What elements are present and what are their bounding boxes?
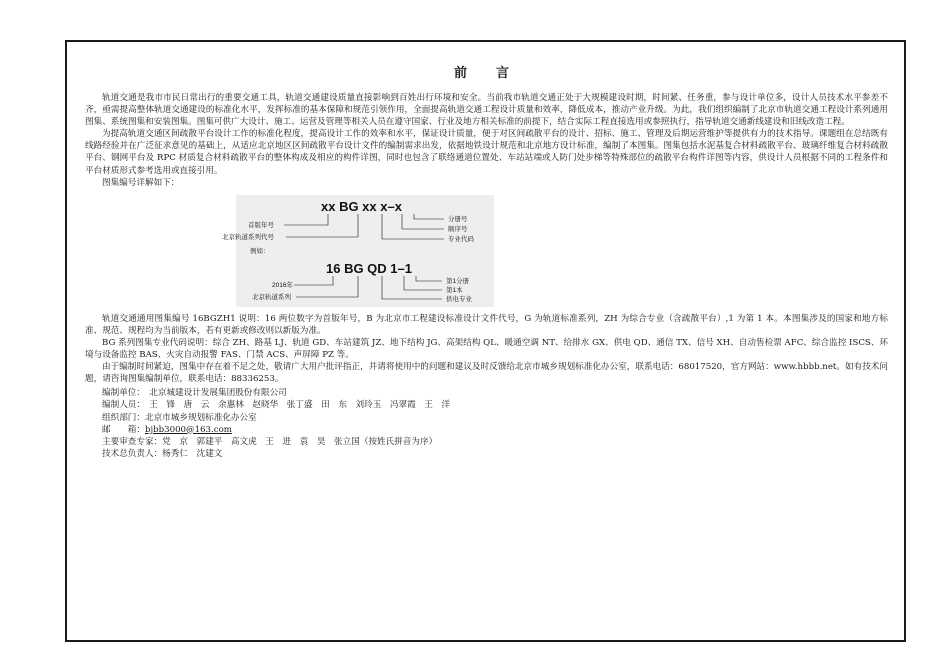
info-unit: 编制单位： 北京城建设计发展集团股份有限公司 (102, 388, 287, 399)
example-volume: 第1分册 (446, 277, 470, 285)
info-list (85, 387, 888, 460)
info-chief: 技术总负责人：杨秀仁 沈建文 (102, 448, 223, 459)
paragraph-4: 轨道交通通用图集编号 16BGZH1 说明：16 两位数字为首版年号，B 为北京市工程建设标准设计文件代号，G 为轨道标准系列，ZH 为综合专业（含疏散平台）,1 为第 1 本。本图集涉及的国家和地方标准、规范、规程均为当前版本，若有更新或修改则以新版为准。 (85, 313, 888, 336)
label-series: 北京轨道系列代号 (222, 233, 274, 241)
paragraph-1: 轨道交通是我市市民日常出行的重要交通工具，轨道交通建设质量直接影响到百姓出行环境和安全。当前我市轨道交通正处于大规模建设时期，时间紧、任务重，参与设计单位多，设计人员技术水平参差不齐，亟需提高整体轨道交通建设的标准化水平，发挥标准的基本保障和规范引领作用，全面提高轨道交通工程设计质量和效率，降低成本，推动产业升级。为此，我们组织编制了北京市轨道交通工程设计系列通用图集、系统图集和安装图集。图集可供广大设计、施工、运营及管理等相关人员在遵守国家、行业及地方相关标准的前提下，结合实际工程直接选用或参照执行，指导轨道交通新线建设和旧线改造工程。 (85, 93, 888, 128)
paragraph-6: 由于编制时间紧迫，图集中存在着不足之处，敬请广大用户批评指正，并请将使用中的问题和建议及时反馈给北京市城乡规划标准化办公室，联系电话：68017520，官方网站：www.hbbb.net。如有技术问题，请咨询图集编制单位，联系电话：88336253。 (85, 362, 888, 385)
label-order: 顺序号 (448, 225, 468, 233)
code-template: xx BG xx x–x (321, 198, 402, 214)
email-label: 邮 箱： (102, 424, 145, 435)
label-volume: 分册号 (448, 215, 468, 223)
example-order: 第1本 (446, 286, 463, 294)
paragraph-2: 为提高轨道交通区间疏散平台设计工作的标准化程度，提高设计工作的效率和水平，保证设计质量，便于对区间疏散平台的设计、招标、施工、管理及后期运营维护等提供有力的技术指导。课题组在总结既有线路经验并在广泛征求意见的基础上，从适应北京地区区间疏散平台设计文件的编制需求出发，依据地铁设计规范和北京地方设计标准，编制了本图集。图集包括水泥基复合材料疏散平台、玻璃纤维复合材料疏散平台、钢网平台及 RPC 材质复合材料疏散平台的整体构成及相应的构件详图，同时也包含了联络通道位置处、车站站端或人防门处步梯等特殊部位的疏散平台构件详图等内容，供设计人员根据不同的工程条件和平台材质形式参考选用或直接引用。 (85, 129, 888, 176)
paragraph-3: 图集编号详解如下： (102, 177, 180, 188)
drawing-frame (65, 40, 906, 642)
example-year: 2016年 (272, 281, 293, 289)
label-major: 专业代码 (448, 235, 474, 243)
paragraph-5: BG 系列图集专业代码说明：综合 ZH、路基 LJ、轨道 GD、车站建筑 JZ、地下结构 JG、高架结构 QL、暖通空调 NT、给排水 GX、供电 QD、通信 TX、信号 XH、自动售检票 AFC、综合监控 ISCS、环境与设备监控 BAS、火灾自动报警 FAS、门禁 ACS、声屏障 PZ 等。 (85, 337, 888, 361)
preface-body (85, 92, 888, 460)
info-email-row (85, 424, 888, 436)
connector-lines (284, 214, 444, 299)
code-example: 16 BG QD 1–1 (326, 260, 412, 276)
example-series: 北京轨道系列 (252, 293, 291, 301)
page-title: 前 言 (453, 66, 517, 81)
info-experts: 主要审查专家：党 京 郭建平 高文虎 王 进 袁 昊 张立国（按姓氏拼音为序） (102, 436, 438, 447)
email-link[interactable]: bjbb3000@163.com (144, 424, 232, 435)
label-year: 首版年号 (248, 221, 274, 229)
example-major: 供电专业 (446, 295, 472, 303)
example-label: 例如： (250, 247, 270, 255)
code-diagram (222, 195, 494, 307)
code-diagram-svg (222, 195, 494, 307)
info-staff: 编制人员： 王 锋 唐 云 余惠林 赵晓华 张丁盛 田 东 刘玲玉 冯翠霞 王 洋 (102, 400, 451, 411)
info-dept: 组织部门：北京市城乡规划标准化办公室 (102, 412, 257, 423)
